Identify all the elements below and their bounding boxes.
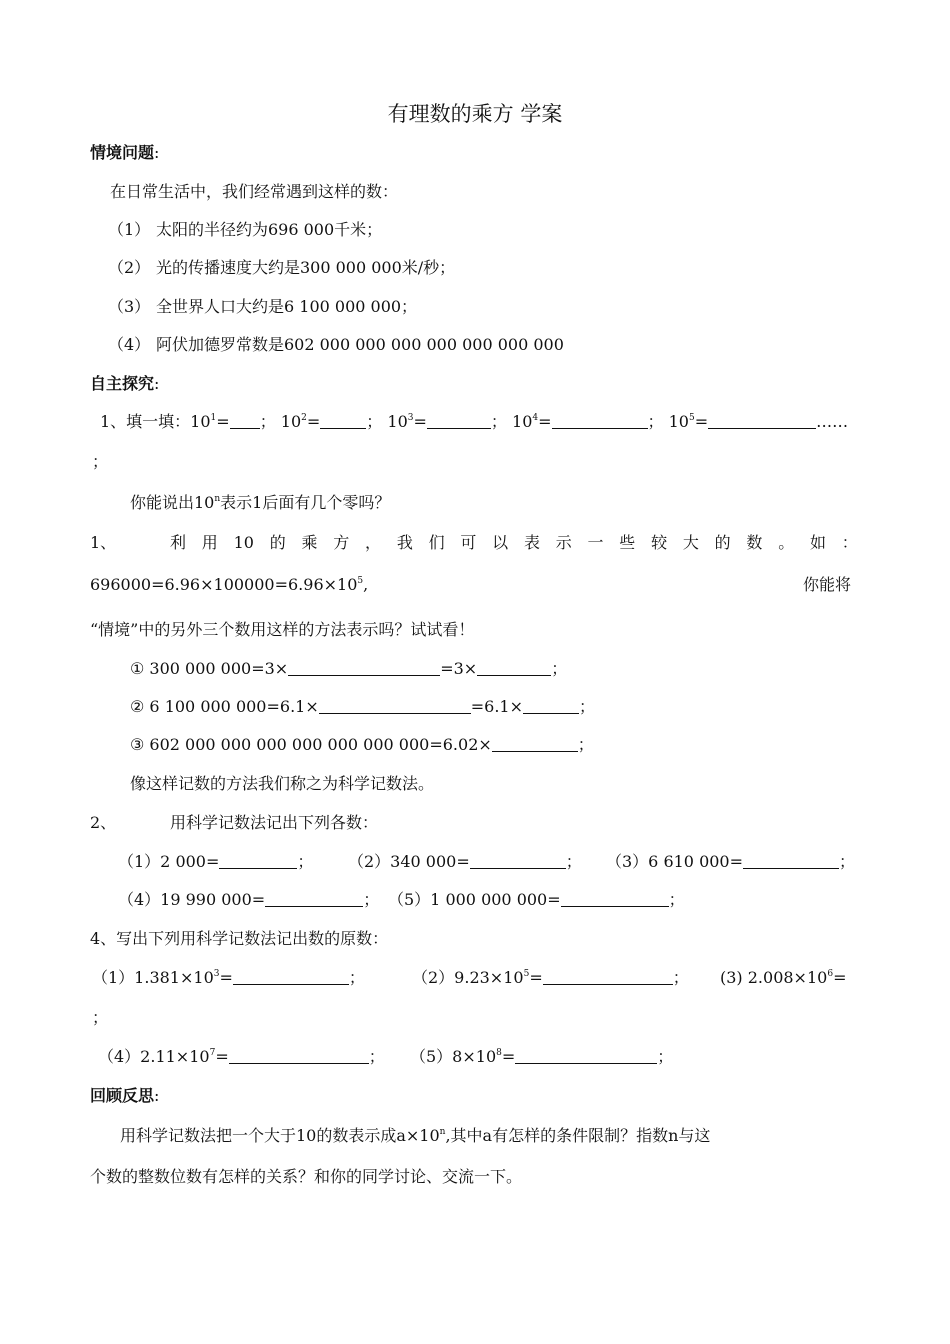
q3-item: （1）2 000= ；: [118, 852, 314, 871]
question-1-ask: 你能说出10$^n$表示1后面有几个零吗？: [130, 493, 391, 512]
situation-item: （1） 太阳的半径约为696 000千米；: [108, 220, 383, 239]
review-text-line: 用科学记数法把一个大于10的数表示成$a\times 10^n$,其中a有怎样的条件限制？指数n与这: [120, 1126, 711, 1145]
situation-intro: 在日常生活中，我们经常遇到这样的数：: [110, 182, 399, 201]
answer-blank[interactable]: [230, 412, 260, 429]
q4-item: $(2)9.23\times 10^5=$ ；: [412, 968, 689, 987]
question-2-label: 1、: [90, 533, 117, 552]
q3-item: （2）340 000= ；: [348, 852, 582, 871]
q4-item: $(1)1.381\times 10^3=$ ；: [92, 968, 365, 987]
q2-item: ① 300 000 000=3× =3× ；: [130, 659, 568, 678]
answer-blank[interactable]: [552, 412, 648, 429]
answer-blank[interactable]: [743, 852, 839, 869]
situation-item: （3） 全世界人口大约是6 100 000 000；: [108, 297, 418, 316]
question-2-text: 利 用 10 的 乘 方 ， 我 们 可 以 表 示 一 些 较 大 的 数 。 如 ：: [170, 533, 858, 552]
answer-blank[interactable]: [319, 697, 471, 714]
section-heading-situation: 情境问题:: [90, 143, 160, 162]
q2-item: ③ 602 000 000 000 000 000 000 000=6.02× ；: [130, 735, 594, 754]
q4-item: (3) $2.008\times 10^6=$: [720, 968, 847, 987]
answer-blank[interactable]: [477, 659, 551, 676]
q4-item: $(4)2.11\times 10^7=$ ；: [98, 1047, 385, 1066]
question-4-text: 4、写出下列用科学记数法记出数的原数：: [90, 929, 389, 948]
punctuation: ；: [92, 1008, 109, 1027]
answer-blank[interactable]: [320, 412, 366, 429]
q3-item: （5）1 000 000 000= ；: [388, 890, 685, 909]
question-2-text-cont: “情境”中的另外三个数用这样的方法表示吗？试试看！: [90, 620, 475, 639]
answer-blank[interactable]: [229, 1047, 369, 1064]
review-text-line: 个数的整数位数有怎样的关系？和你的同学讨论、交流一下。: [90, 1167, 523, 1186]
punctuation: ；: [92, 452, 109, 471]
answer-blank[interactable]: [515, 1047, 657, 1064]
q4-item: $(5)8\times 10^8=$ ；: [410, 1047, 674, 1066]
page-title: 有理数的乘方 学案: [387, 102, 563, 126]
section-heading-explore: 自主探究:: [90, 374, 160, 393]
question-2-example: $696000=6.96\times 100000=6.96\times 10^5$,: [90, 575, 369, 594]
q3-item: （3）6 610 000= ；: [606, 852, 856, 871]
q2-item: ② 6 100 000 000=6.1× =6.1× ；: [130, 697, 596, 716]
situation-item: （2） 光的传播速度大约是300 000 000米/秒；: [108, 258, 456, 277]
section-heading-review: 回顾反思:: [90, 1086, 160, 1105]
q3-item: （4）19 990 000= ；: [118, 890, 380, 909]
answer-blank[interactable]: [470, 852, 566, 869]
answer-blank[interactable]: [708, 412, 816, 429]
answer-blank[interactable]: [523, 697, 579, 714]
question-3-label: 2、: [90, 813, 117, 832]
answer-blank[interactable]: [219, 852, 297, 869]
answer-blank[interactable]: [543, 968, 673, 985]
answer-blank[interactable]: [265, 890, 363, 907]
question-2-continue: 你能将: [803, 575, 852, 594]
situation-item: （4） 阿伏加德罗常数是602 000 000 000 000 000 000 000: [108, 335, 564, 354]
answer-blank[interactable]: [427, 412, 491, 429]
question-1-fill: 1、填一填：$10^1=$ ； $10^2=$ ； $10^3=$ ； $10^4=$ ； $10^5=$ ……: [100, 412, 849, 431]
question-3-text: 用科学记数法记出下列各数：: [170, 813, 379, 832]
answer-blank[interactable]: [288, 659, 440, 676]
answer-blank[interactable]: [233, 968, 349, 985]
answer-blank[interactable]: [561, 890, 669, 907]
q2-conclusion: 像这样记数的方法我们称之为科学记数法。: [130, 774, 435, 793]
answer-blank[interactable]: [492, 735, 578, 752]
